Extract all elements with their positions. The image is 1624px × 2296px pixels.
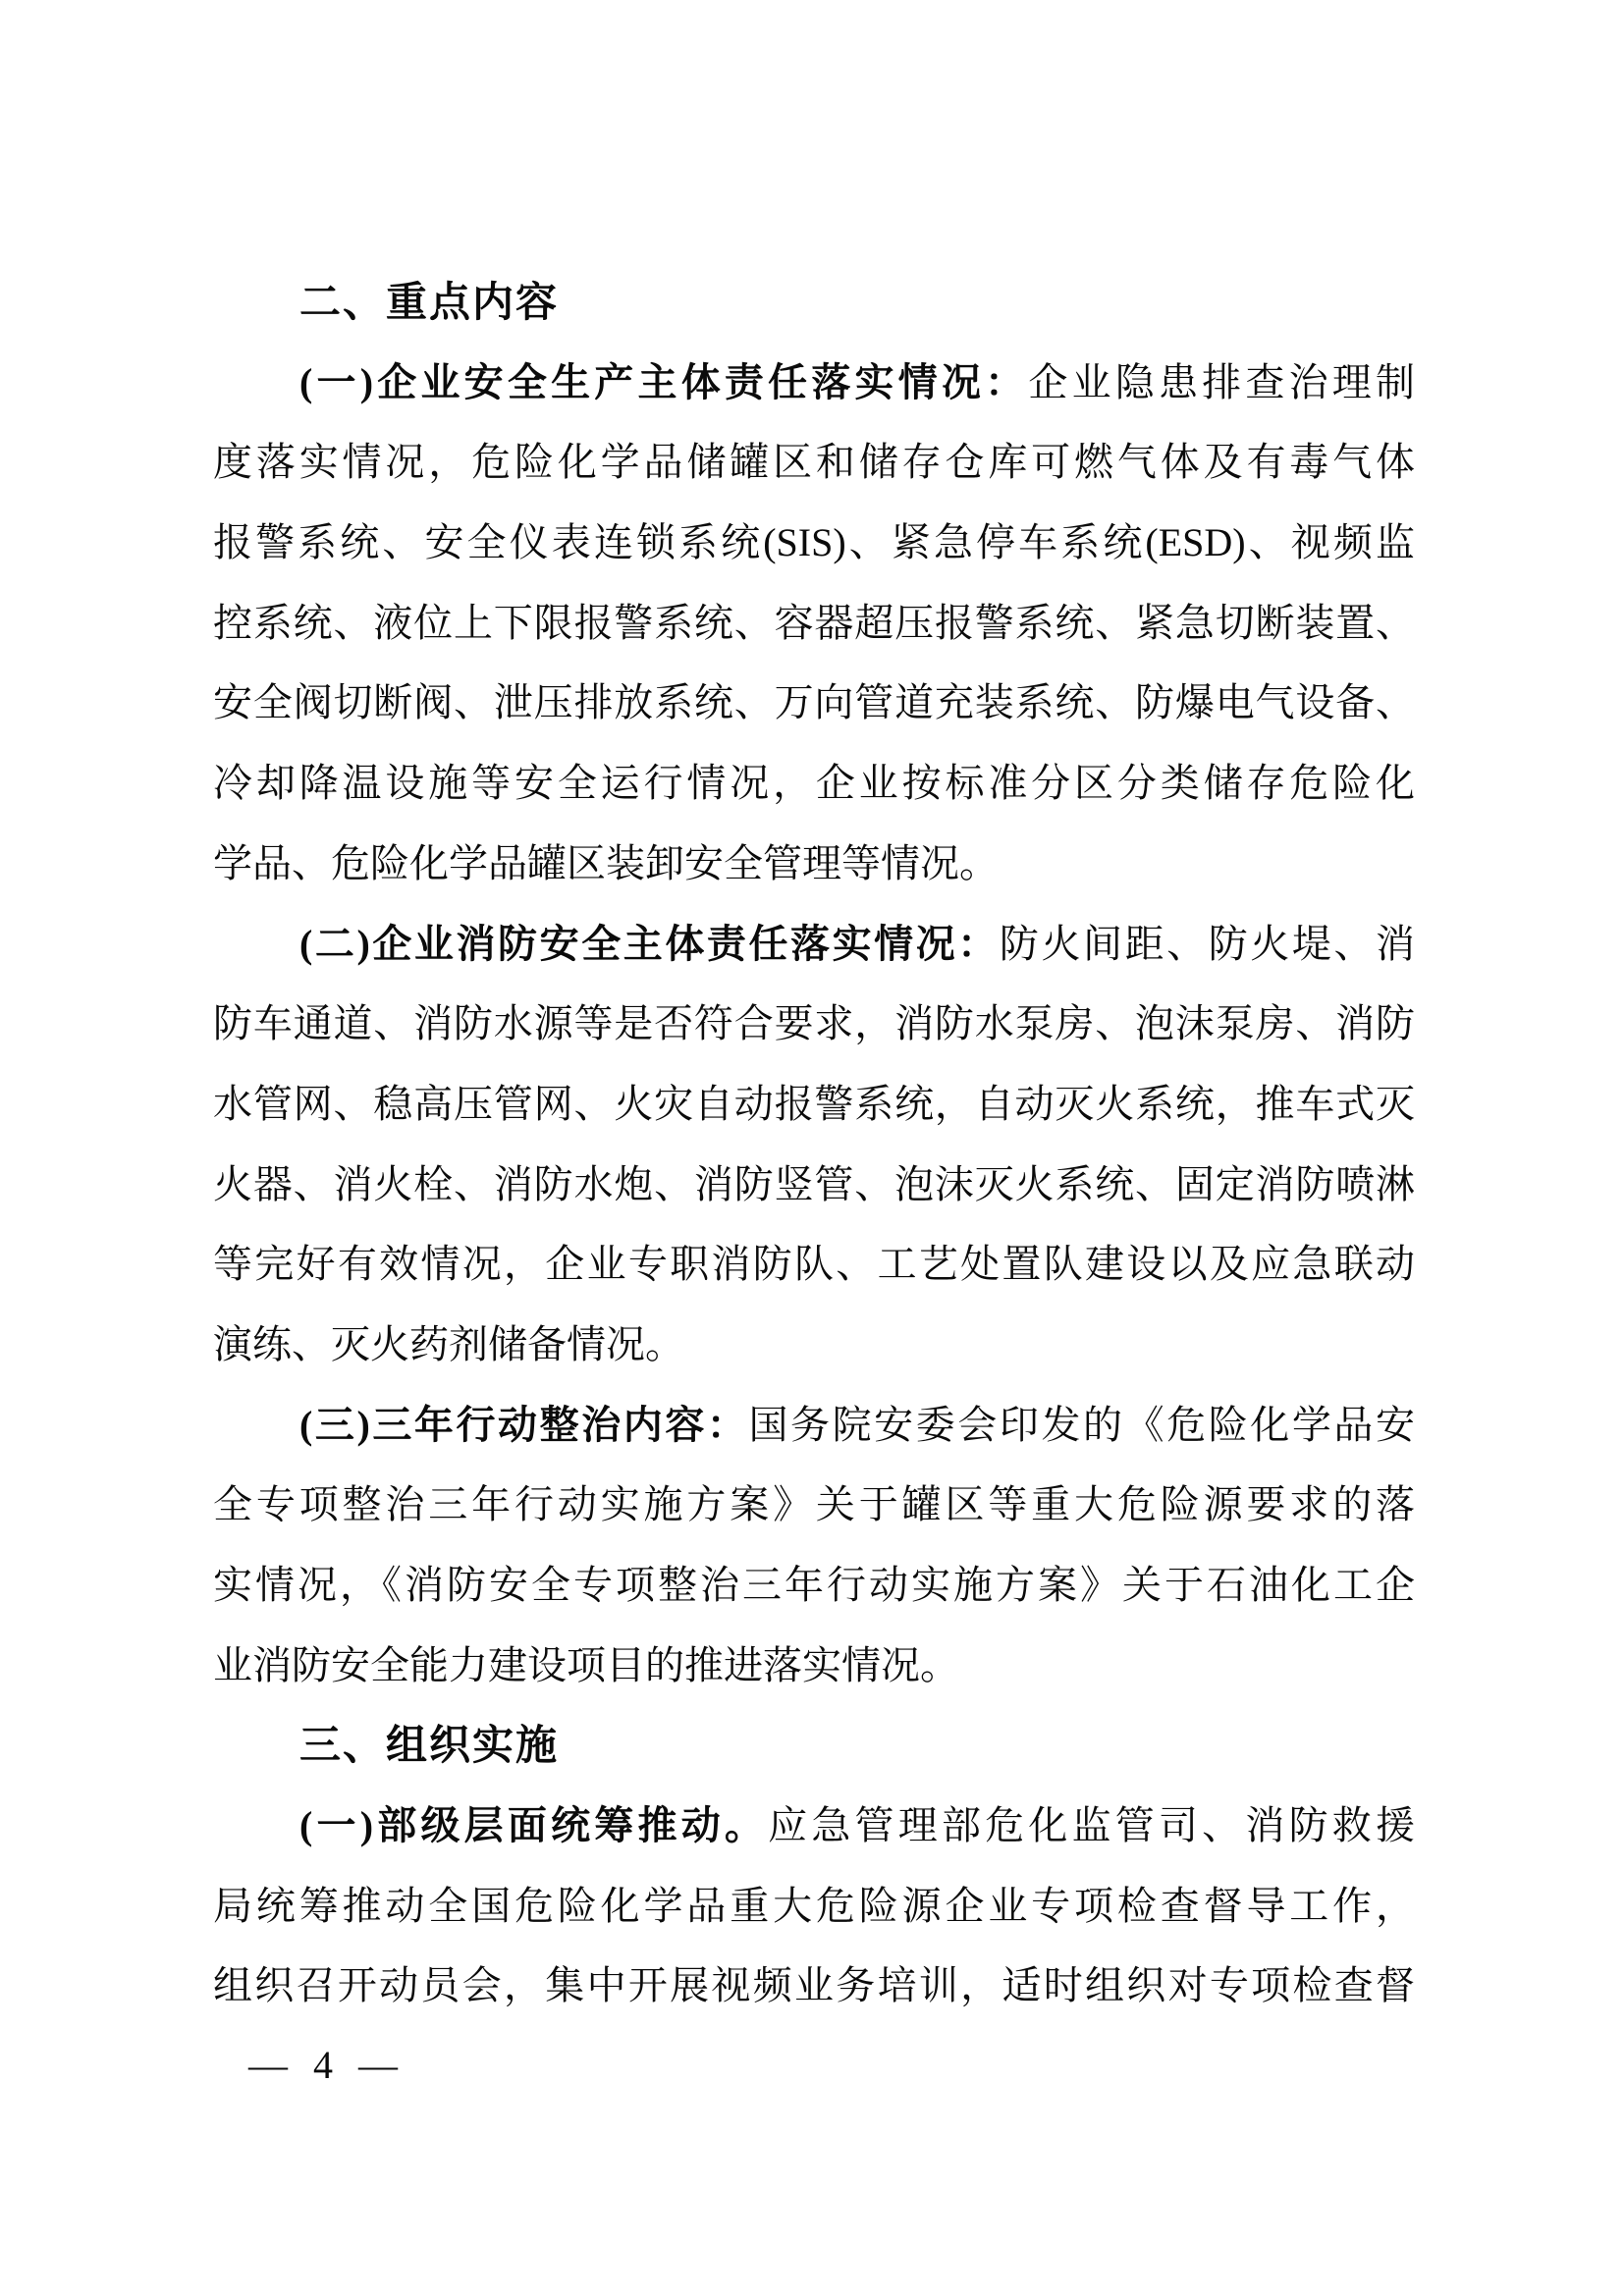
line-text: 组织召开动员会，集中开展视频业务培训，适时组织对专项检查督 <box>213 1963 1415 2008</box>
line-text: 业消防安全能力建设项目的推进落实情况。 <box>213 1642 959 1687</box>
paragraph-line <box>213 1866 1415 1947</box>
paragraph-line <box>213 984 1415 1064</box>
line-text: 全专项整治三年行动实施方案》关于罐区等重大危险源要求的落 <box>213 1482 1415 1527</box>
line-text: 等完好有效情况，企业专职消防队、工艺处置队建设以及应急联动 <box>213 1242 1415 1287</box>
paragraph-line <box>213 1786 1415 1866</box>
line-text: 安全阀切断阀、泄压排放系统、万向管道充装系统、防爆电气设备、 <box>213 680 1415 725</box>
line-text: 局统筹推动全国危险化学品重大危险源企业专项检查督导工作， <box>213 1883 1415 1928</box>
paragraph-lead: (一)企业安全生产主体责任落实情况： <box>299 359 1029 404</box>
paragraph-lead: (三)三年行动整治内容： <box>299 1402 749 1447</box>
line-text: 国务院安委会印发的《危险化学品安 <box>748 1402 1416 1447</box>
line-text: 水管网、稳高压管网、火灾自动报警系统，自动灭火系统，推车式灭 <box>213 1081 1415 1126</box>
heading-text: 二、重点内容 <box>299 279 560 325</box>
line-text: 学品、危险化学品罐区装卸安全管理等情况。 <box>213 840 999 885</box>
line-text: 度落实情况，危险化学品储罐区和储存仓库可燃气体及有毒气体 <box>213 440 1415 485</box>
document-body <box>213 262 1415 2026</box>
paragraph-line <box>213 1305 1415 1385</box>
paragraph-lead: (一)部级层面统筹推动。 <box>299 1803 769 1848</box>
paragraph-line <box>213 1224 1415 1305</box>
page-number: — 4 — <box>248 2043 398 2087</box>
line-text: 控系统、液位上下限报警系统、容器超压报警系统、紧急切断装置、 <box>213 600 1415 645</box>
section-heading-organization <box>213 1705 1415 1786</box>
paragraph-line <box>213 663 1415 743</box>
section-heading-key-content <box>213 262 1415 343</box>
line-text: 冷却降温设施等安全运行情况，企业按标准分区分类储存危险化 <box>213 761 1415 806</box>
line-text: 火器、消火栓、消防水炮、消防竖管、泡沫灭火系统、固定消防喷淋 <box>213 1161 1415 1206</box>
line-text: 防车通道、消防水源等是否符合要求，消防水泵房、泡沫泵房、消防 <box>213 1001 1415 1046</box>
paragraph-line <box>213 1545 1415 1626</box>
paragraph-line <box>213 1946 1415 2026</box>
line-text: 演练、灭火药剂储备情况。 <box>213 1321 684 1366</box>
line-text: 报警系统、安全仪表连锁系统(SIS)、紧急停车系统(ESD)、视频监 <box>213 520 1415 565</box>
line-text: 企业隐患排查治理制 <box>1028 359 1416 404</box>
paragraph-line <box>213 343 1415 423</box>
paragraph-line <box>213 904 1415 985</box>
heading-text: 三、组织实施 <box>299 1722 560 1769</box>
paragraph-line <box>213 1626 1415 1706</box>
paragraph-line <box>213 1385 1415 1466</box>
paragraph-line <box>213 1145 1415 1225</box>
line-text: 防火间距、防火堤、消 <box>999 921 1416 966</box>
line-text: 应急管理部危化监管司、消防救援 <box>768 1803 1416 1848</box>
page-footer <box>248 2043 398 2087</box>
paragraph-line <box>213 583 1415 664</box>
paragraph-line <box>213 503 1415 583</box>
paragraph-line <box>213 1064 1415 1145</box>
line-text: 实情况，《消防安全专项整治三年行动实施方案》关于石油化工企 <box>213 1563 1415 1607</box>
paragraph-line <box>213 1465 1415 1545</box>
paragraph-line <box>213 824 1415 904</box>
paragraph-lead: (二)企业消防安全主体责任落实情况： <box>299 921 1000 966</box>
paragraph-line <box>213 743 1415 824</box>
paragraph-line <box>213 422 1415 503</box>
